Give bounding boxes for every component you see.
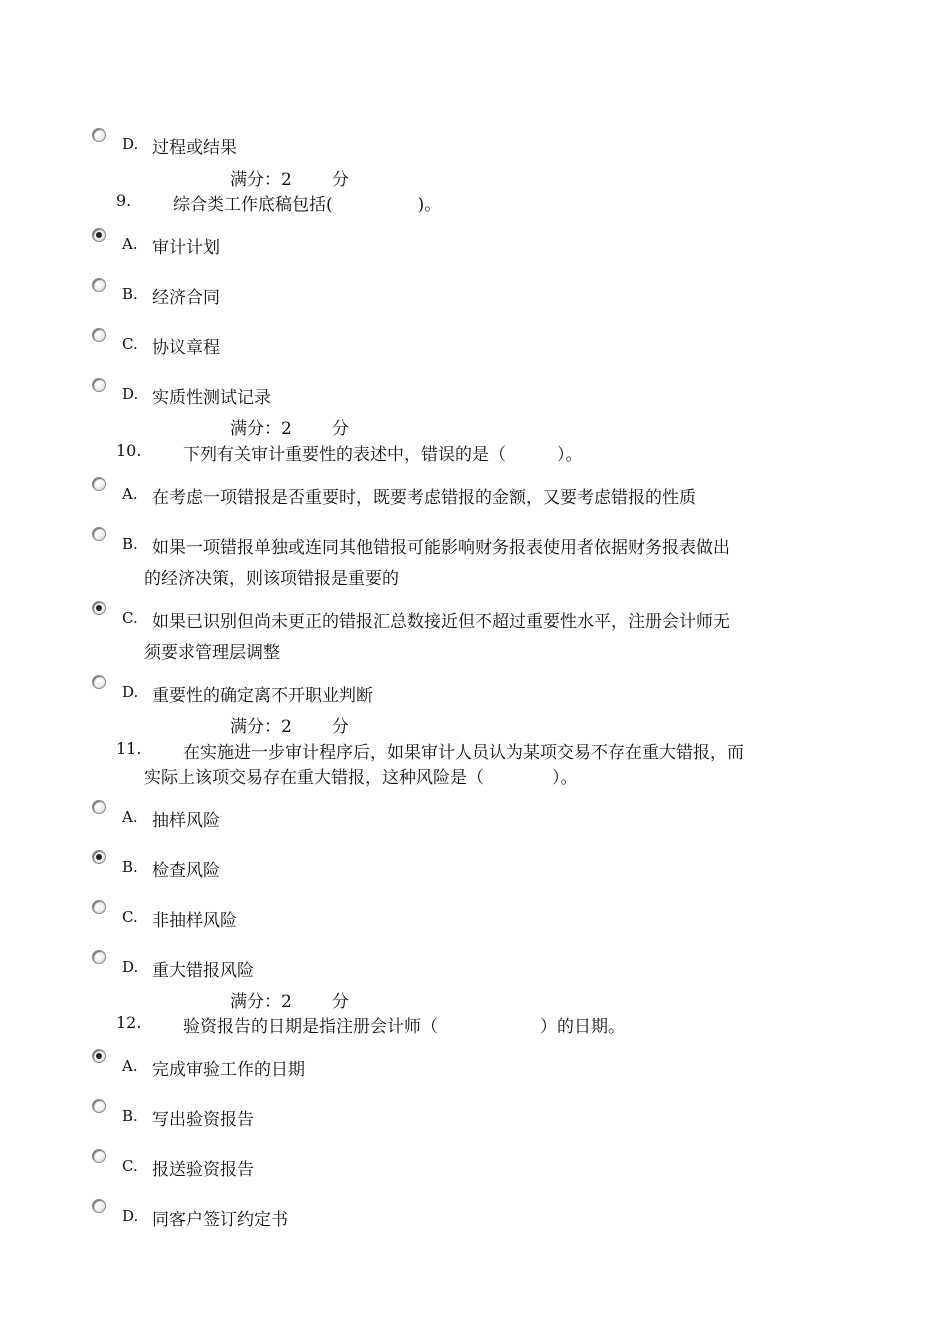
question-text-line2: 实际上该项交易存在重大错报，这种风险是（ ）。 xyxy=(144,768,578,788)
score-label: 满分：2 xyxy=(230,419,292,439)
option-text: 报送验资报告 xyxy=(152,1160,254,1180)
question-number: 12. xyxy=(116,1013,142,1032)
radio-q11-c[interactable] xyxy=(92,900,106,914)
score-line xyxy=(230,165,349,190)
option-letter: D. xyxy=(122,1207,139,1225)
score-unit: 分 xyxy=(331,717,349,737)
radio-q10-a[interactable] xyxy=(92,477,106,491)
score-label: 满分：2 xyxy=(230,170,292,190)
radio-q12-c[interactable] xyxy=(92,1149,106,1163)
option-letter: A. xyxy=(122,808,138,826)
option-text: 实质性测试记录 xyxy=(152,388,271,408)
option-text: 经济合同 xyxy=(152,288,220,308)
option-text-line2: 的经济决策，则该项错报是重要的 xyxy=(144,569,399,589)
question-number: 9. xyxy=(116,191,132,210)
option-text-line2: 须要求管理层调整 xyxy=(144,643,280,663)
score-label: 满分：2 xyxy=(230,717,292,737)
option-text: 检查风险 xyxy=(152,861,220,881)
radio-q11-b[interactable] xyxy=(92,850,106,864)
radio-q10-b[interactable] xyxy=(92,527,106,541)
radio-q10-c[interactable] xyxy=(92,601,106,615)
option-letter: A. xyxy=(122,485,138,503)
radio-q10-d[interactable] xyxy=(92,675,106,689)
option-letter: B. xyxy=(122,1107,138,1125)
question-text: 综合类工作底稿包括( )。 xyxy=(173,195,442,215)
question-number: 10. xyxy=(116,441,142,460)
option-text: 在考虑一项错报是否重要时，既要考虑错报的金额，又要考虑错报的性质 xyxy=(152,488,696,508)
score-line xyxy=(230,987,349,1012)
radio-q11-a[interactable] xyxy=(92,800,106,814)
option-letter: C. xyxy=(122,609,138,627)
option-text: 写出验资报告 xyxy=(152,1110,254,1130)
option-text: 重要性的确定离不开职业判断 xyxy=(152,686,373,706)
radio-q12-a[interactable] xyxy=(92,1049,106,1063)
radio-q11-d[interactable] xyxy=(92,950,106,964)
radio-q8-d[interactable] xyxy=(92,128,106,142)
option-text-line1: 如果已识别但尚未更正的错报汇总数接近但不超过重要性水平，注册会计师无 xyxy=(152,612,730,632)
option-letter: D. xyxy=(122,958,139,976)
option-letter: A. xyxy=(122,1057,138,1075)
option-text: 审计计划 xyxy=(152,238,220,258)
option-text: 抽样风险 xyxy=(152,811,220,831)
score-unit: 分 xyxy=(331,170,349,190)
score-unit: 分 xyxy=(331,992,349,1012)
option-letter: B. xyxy=(122,535,138,553)
option-letter: A. xyxy=(122,235,138,253)
question-text: 下列有关审计重要性的表述中，错误的是（ ）。 xyxy=(183,445,583,465)
option-text: 同客户签订约定书 xyxy=(152,1210,288,1230)
option-letter: B. xyxy=(122,858,138,876)
radio-q9-b[interactable] xyxy=(92,278,106,292)
question-text: 验资报告的日期是指注册会计师（ ）的日期。 xyxy=(183,1017,625,1037)
radio-q9-d[interactable] xyxy=(92,378,106,392)
score-label: 满分：2 xyxy=(230,992,292,1012)
option-letter: B. xyxy=(122,285,138,303)
option-letter: C. xyxy=(122,335,138,353)
score-line xyxy=(230,414,349,439)
option-text: 协议章程 xyxy=(152,338,220,358)
option-letter: C. xyxy=(122,1157,138,1175)
radio-q9-c[interactable] xyxy=(92,328,106,342)
option-letter: D. xyxy=(122,385,139,403)
score-unit: 分 xyxy=(331,419,349,439)
option-letter: D. xyxy=(122,683,139,701)
option-letter: C. xyxy=(122,908,138,926)
option-text: 重大错报风险 xyxy=(152,961,254,981)
option-letter: D. xyxy=(122,135,139,153)
score-line xyxy=(230,712,349,737)
option-text: 完成审验工作的日期 xyxy=(152,1060,305,1080)
option-text-line1: 如果一项错报单独或连同其他错报可能影响财务报表使用者依据财务报表做出 xyxy=(152,538,730,558)
question-text-line1: 在实施进一步审计程序后，如果审计人员认为某项交易不存在重大错报，而 xyxy=(183,743,744,763)
option-text: 非抽样风险 xyxy=(152,911,237,931)
radio-q9-a[interactable] xyxy=(92,228,106,242)
radio-q12-b[interactable] xyxy=(92,1099,106,1113)
radio-q12-d[interactable] xyxy=(92,1199,106,1213)
option-text: 过程或结果 xyxy=(152,138,237,158)
question-number: 11. xyxy=(116,739,142,758)
